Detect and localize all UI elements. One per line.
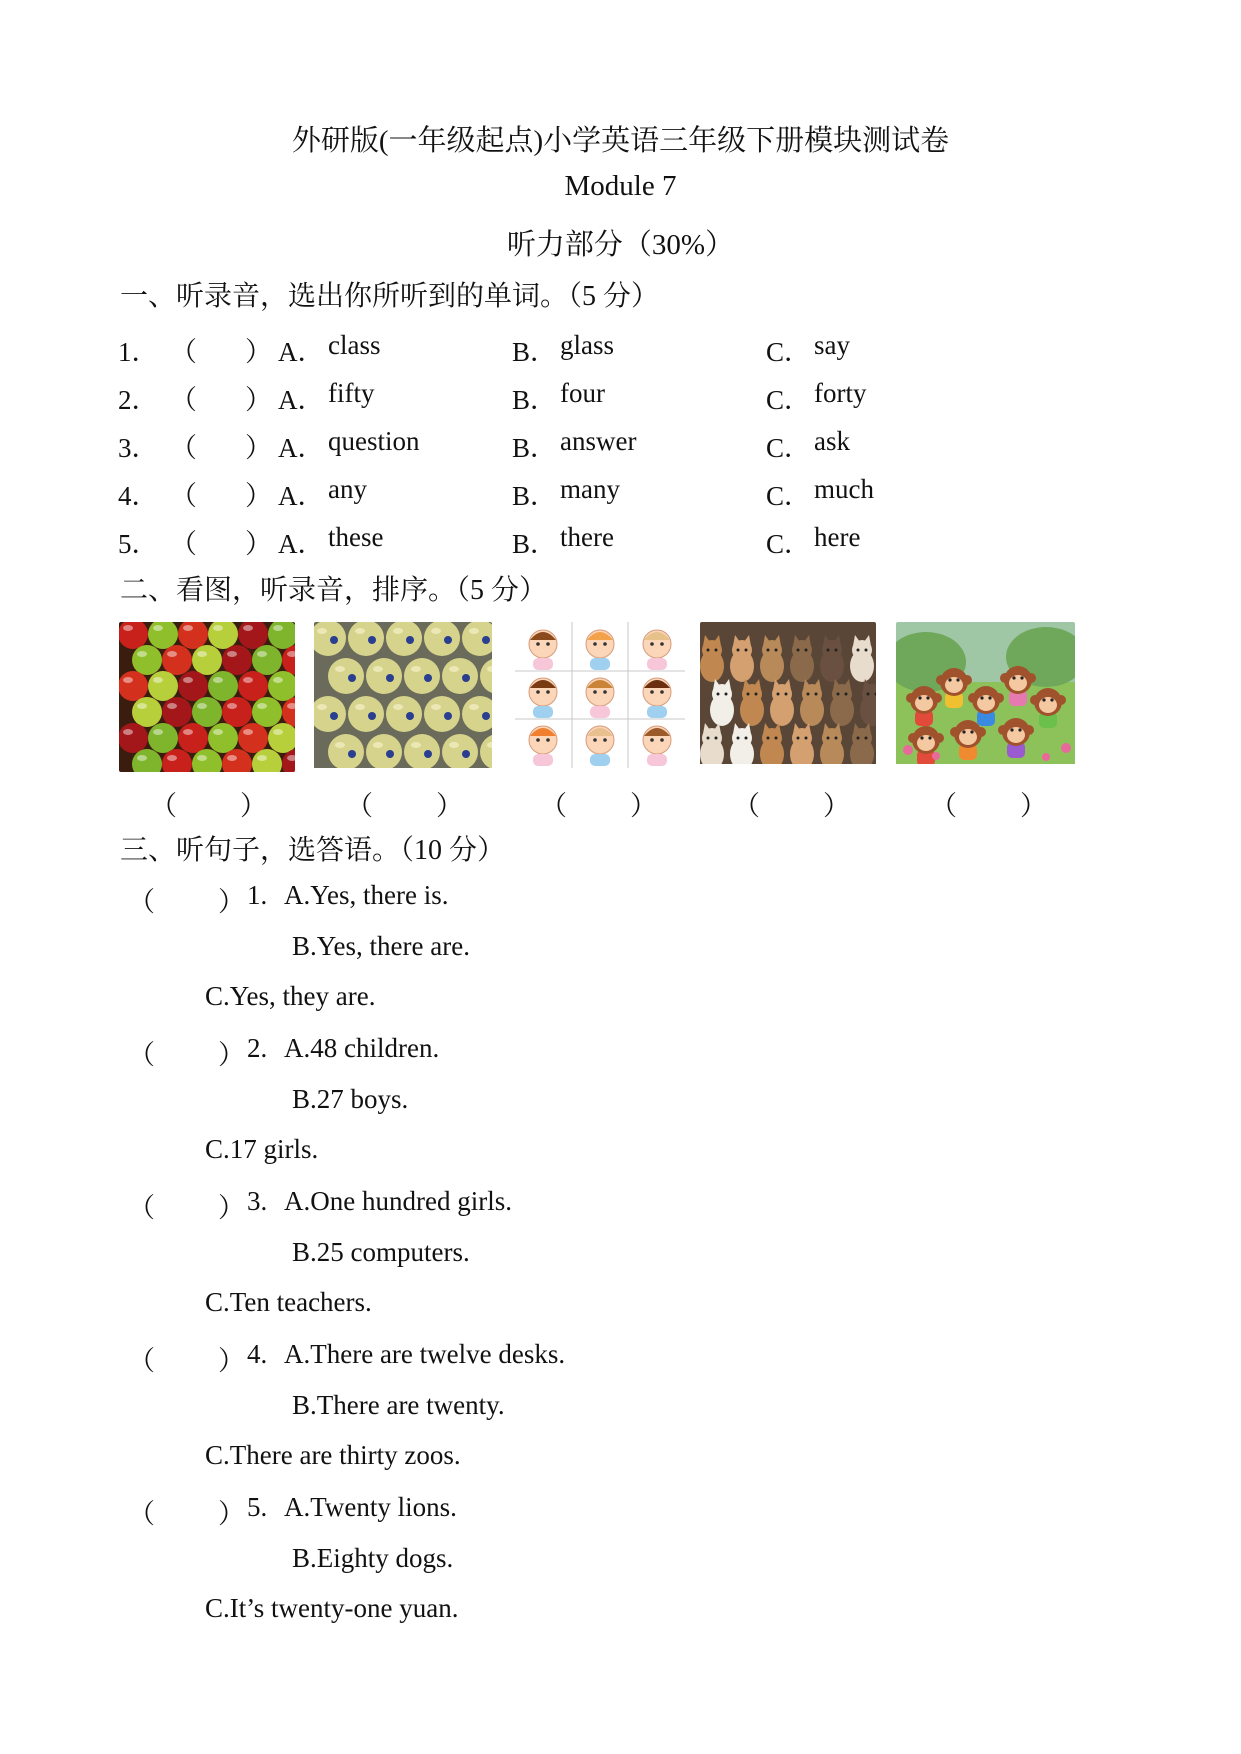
module-title: Module 7 bbox=[564, 170, 677, 202]
answer-blank-close: ） bbox=[218, 1346, 245, 1376]
answer-blank-open: （ bbox=[128, 1499, 155, 1529]
option-b: B.There are twenty. bbox=[292, 1390, 505, 1420]
answer-blank-open: （ bbox=[128, 1346, 155, 1376]
exam-page: 外研版(一年级起点)小学英语三年级下册模块测试卷 Module 7 听力部分（30%） 一、听录音，选出你所听到的单词。（5 分） 1． （ ） A． class B． glass C． say 2． （ ） A． fifty B． four C． forty 3． （ ） A． question B． answer C． ask 4． （ ） A． any B． many C． much 5． （ ） A． these B． there C． here 二、看图，听录音，排序。（5 分） （ ） （ ） （ ） （ ） （ ） 三、听句子，选答语。（10 分） （ ） 1. A.Yes, there is. B.Yes, there are. C.Yes, they are. （ ） 2. A.48 children. B.27 boys. C.17 girls. （ ） 3. A.One hundred girls. B.25 computers. C.Ten teachers. （ ） 4. A.There are twelve desks. B.There are twenty. C.There are thirty zoos. （ ） 5. A.Twenty lions. B.Eighty dogs. C.It’s twenty-one yuan. bbox=[0, 0, 1241, 1754]
section1-item bbox=[0, 522, 1241, 562]
answer-blank-open: （ bbox=[170, 337, 197, 367]
option-a: question bbox=[328, 426, 420, 456]
section1-item bbox=[0, 474, 1241, 514]
option-c: C.Yes, they are. bbox=[205, 981, 376, 1011]
answer-blank-open: （ bbox=[128, 1193, 155, 1223]
option-c-label: C． bbox=[766, 433, 812, 463]
answer-blank-open: （ bbox=[170, 481, 197, 511]
answer-blank-open: （ bbox=[128, 1040, 155, 1070]
option-c: forty bbox=[814, 378, 867, 408]
item-number: 1． bbox=[118, 337, 159, 367]
question-number: 5. bbox=[247, 1492, 268, 1522]
listening-part-title: 听力部分（30%） bbox=[506, 229, 735, 261]
option-a: any bbox=[328, 474, 367, 504]
option-b-label: B． bbox=[512, 385, 558, 415]
option-c: C.Ten teachers. bbox=[205, 1287, 372, 1317]
option-b: four bbox=[560, 378, 605, 408]
item-number: 3． bbox=[118, 433, 159, 463]
option-b: B.Yes, there are. bbox=[292, 931, 470, 961]
option-a-label: A． bbox=[278, 529, 325, 559]
babies-picture bbox=[515, 622, 685, 772]
question-number: 2. bbox=[247, 1033, 268, 1063]
option-c-label: C． bbox=[766, 337, 812, 367]
option-c: much bbox=[814, 474, 874, 504]
exam-title: 外研版(一年级起点)小学英语三年级下册模块测试卷 bbox=[291, 125, 950, 157]
answer-blank-open: （ bbox=[170, 529, 197, 559]
answer-blank-close: ） bbox=[245, 481, 272, 511]
apples-photo bbox=[119, 622, 295, 772]
option-c: here bbox=[814, 522, 861, 552]
cats-photo bbox=[700, 622, 876, 772]
option-a: A.48 children. bbox=[284, 1033, 440, 1063]
option-b-label: B． bbox=[512, 529, 558, 559]
option-c: C.It’s twenty-one yuan. bbox=[205, 1593, 459, 1623]
section1-item bbox=[0, 426, 1241, 466]
option-a: these bbox=[328, 522, 384, 552]
option-c: C.There are thirty zoos. bbox=[205, 1440, 461, 1470]
answer-blank-close: ） bbox=[245, 337, 272, 367]
option-c: ask bbox=[814, 426, 850, 456]
option-c-label: C． bbox=[766, 385, 812, 415]
option-c-label: C． bbox=[766, 481, 812, 511]
answer-blank-open: （ bbox=[128, 887, 155, 917]
pears-photo bbox=[314, 622, 492, 772]
option-a: A.Twenty lions. bbox=[284, 1492, 457, 1522]
option-a: A.Yes, there is. bbox=[284, 880, 449, 910]
option-b: B.Eighty dogs. bbox=[292, 1543, 454, 1573]
option-b: answer bbox=[560, 426, 637, 456]
section3-heading: 三、听句子，选答语。（10 分） bbox=[120, 835, 506, 866]
option-a: fifty bbox=[328, 378, 375, 408]
option-a: A.One hundred girls. bbox=[284, 1186, 512, 1216]
monkeys-picture bbox=[896, 622, 1075, 772]
option-a: A.There are twelve desks. bbox=[284, 1339, 566, 1369]
option-c: say bbox=[814, 330, 850, 360]
option-c: C.17 girls. bbox=[205, 1134, 319, 1164]
answer-blank-close: ） bbox=[245, 529, 272, 559]
option-b: B.27 boys. bbox=[292, 1084, 409, 1114]
item-number: 2． bbox=[118, 385, 159, 415]
answer-blank-close: ） bbox=[245, 433, 272, 463]
section1-item bbox=[0, 330, 1241, 370]
option-b: B.25 computers. bbox=[292, 1237, 470, 1267]
option-c-label: C． bbox=[766, 529, 812, 559]
option-b-label: B． bbox=[512, 433, 558, 463]
question-number: 1. bbox=[247, 880, 268, 910]
item-number: 4． bbox=[118, 481, 159, 511]
section2-heading: 二、看图，听录音，排序。（5 分） bbox=[120, 575, 548, 606]
option-b-label: B． bbox=[512, 481, 558, 511]
option-a: class bbox=[328, 330, 381, 360]
answer-blank-open: （ bbox=[170, 433, 197, 463]
option-a-label: A． bbox=[278, 385, 325, 415]
option-a-label: A． bbox=[278, 337, 325, 367]
question-number: 4. bbox=[247, 1339, 268, 1369]
item-number: 5． bbox=[118, 529, 159, 559]
answer-blank-close: ） bbox=[218, 1193, 245, 1223]
section1-item bbox=[0, 378, 1241, 418]
answer-blank-close: ） bbox=[218, 1040, 245, 1070]
option-b: glass bbox=[560, 330, 614, 360]
answer-blank-close: ） bbox=[218, 1499, 245, 1529]
option-a-label: A． bbox=[278, 481, 325, 511]
answer-blank-close: ） bbox=[245, 385, 272, 415]
answer-blank-close: ） bbox=[218, 887, 245, 917]
option-a-label: A． bbox=[278, 433, 325, 463]
section1-heading: 一、听录音，选出你所听到的单词。（5 分） bbox=[120, 281, 660, 312]
option-b: many bbox=[560, 474, 620, 504]
option-b: there bbox=[560, 522, 614, 552]
option-b-label: B． bbox=[512, 337, 558, 367]
question-number: 3. bbox=[247, 1186, 268, 1216]
answer-blank-open: （ bbox=[170, 385, 197, 415]
